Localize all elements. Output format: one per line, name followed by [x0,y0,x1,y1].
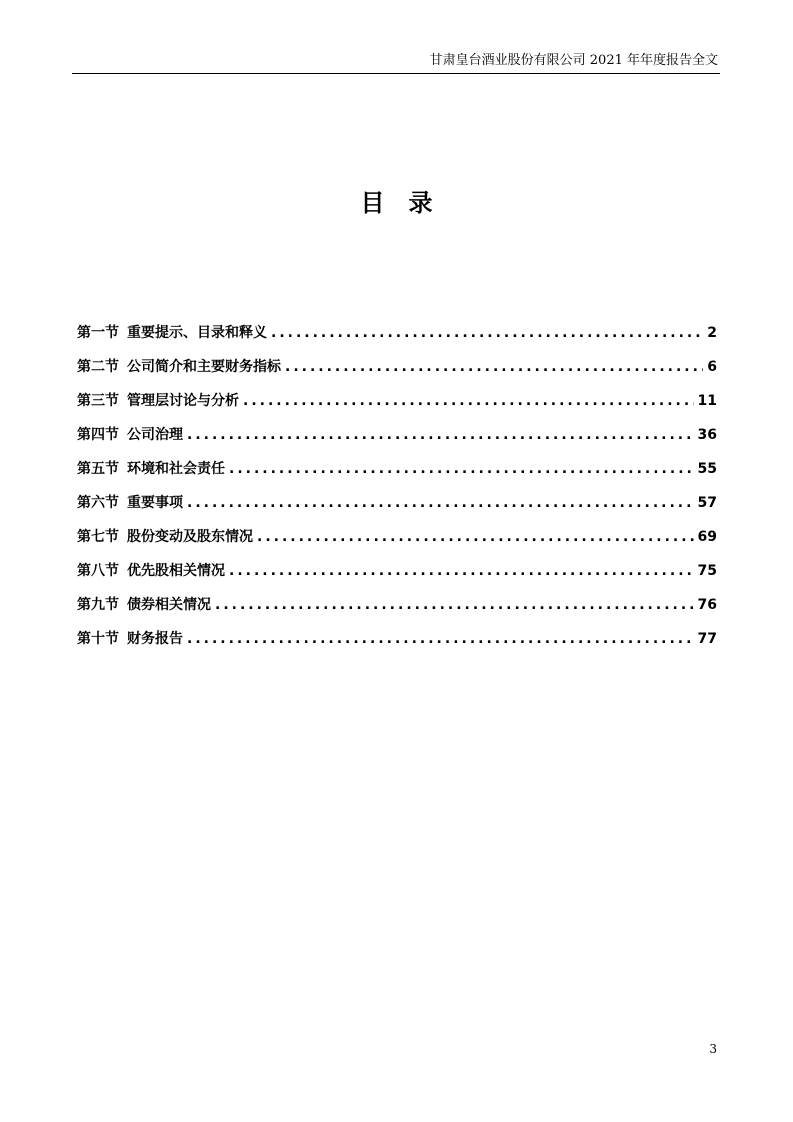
toc-page-number: 69 [697,529,717,545]
toc-section-number: 第五节 [77,461,119,477]
toc-page-number: 6 [707,359,717,375]
toc-title: 目录 [360,188,457,217]
toc-entry[interactable] [77,323,717,357]
toc-section-title: 债券相关情况 [127,597,211,613]
toc-section-title: 重要事项 [127,495,183,511]
toc-dot-leader [229,459,694,479]
toc-entry-label [77,357,281,377]
toc-section-number: 第六节 [77,495,119,511]
toc-section-title: 优先股相关情况 [127,563,225,579]
toc-entry-label [77,527,253,547]
toc-page-number: 2 [707,325,717,341]
toc-dot-leader [187,493,694,513]
toc-section-number: 第七节 [77,529,119,545]
toc-page-number: 77 [697,631,717,647]
toc-dot-leader [243,391,694,411]
toc-page-number: 75 [697,563,717,579]
toc-dot-leader [187,425,694,445]
toc-entry-label [77,629,183,649]
toc-entry[interactable] [77,527,717,561]
toc-page-number: 36 [697,427,717,443]
toc-entry[interactable] [77,493,717,527]
toc-entry[interactable] [77,595,717,629]
toc-section-number: 第八节 [77,563,119,579]
toc-entry[interactable] [77,391,717,425]
toc-page-number: 76 [697,597,717,613]
toc-dot-leader [187,629,694,649]
toc-section-number: 第四节 [77,427,119,443]
toc-list [77,323,717,663]
toc-page-number: 11 [697,393,717,409]
toc-entry-label [77,493,183,513]
toc-section-number: 第十节 [77,631,119,647]
toc-entry[interactable] [77,459,717,493]
running-header: 甘肃皇台酒业股份有限公司 2021 年年度报告全文 [429,53,718,68]
toc-section-number: 第三节 [77,393,119,409]
header-rule [72,73,720,74]
toc-section-number: 第九节 [77,597,119,613]
toc-section-title: 环境和社会责任 [127,461,225,477]
toc-section-title: 公司治理 [127,427,183,443]
toc-page-number: 55 [697,461,717,477]
toc-entry-label [77,459,225,479]
toc-dot-leader [285,357,703,377]
page-number: 3 [709,1042,717,1056]
toc-dot-leader [257,527,694,547]
toc-entry[interactable] [77,561,717,595]
toc-section-number: 第一节 [77,325,119,341]
toc-entry-label [77,561,225,581]
toc-section-title: 重要提示、目录和释义 [127,325,267,341]
toc-entry-label [77,391,239,411]
toc-section-number: 第二节 [77,359,119,375]
toc-dot-leader [271,323,703,343]
toc-section-title: 股份变动及股东情况 [127,529,253,545]
toc-entry[interactable] [77,425,717,459]
toc-entry-label [77,595,211,615]
toc-entry-label [77,425,183,445]
toc-entry[interactable] [77,357,717,391]
toc-section-title: 管理层讨论与分析 [127,393,239,409]
toc-section-title: 财务报告 [127,631,183,647]
toc-section-title: 公司简介和主要财务指标 [127,359,281,375]
toc-dot-leader [215,595,694,615]
toc-entry-label [77,323,267,343]
toc-entry[interactable] [77,629,717,663]
toc-dot-leader [229,561,694,581]
toc-page-number: 57 [697,495,717,511]
